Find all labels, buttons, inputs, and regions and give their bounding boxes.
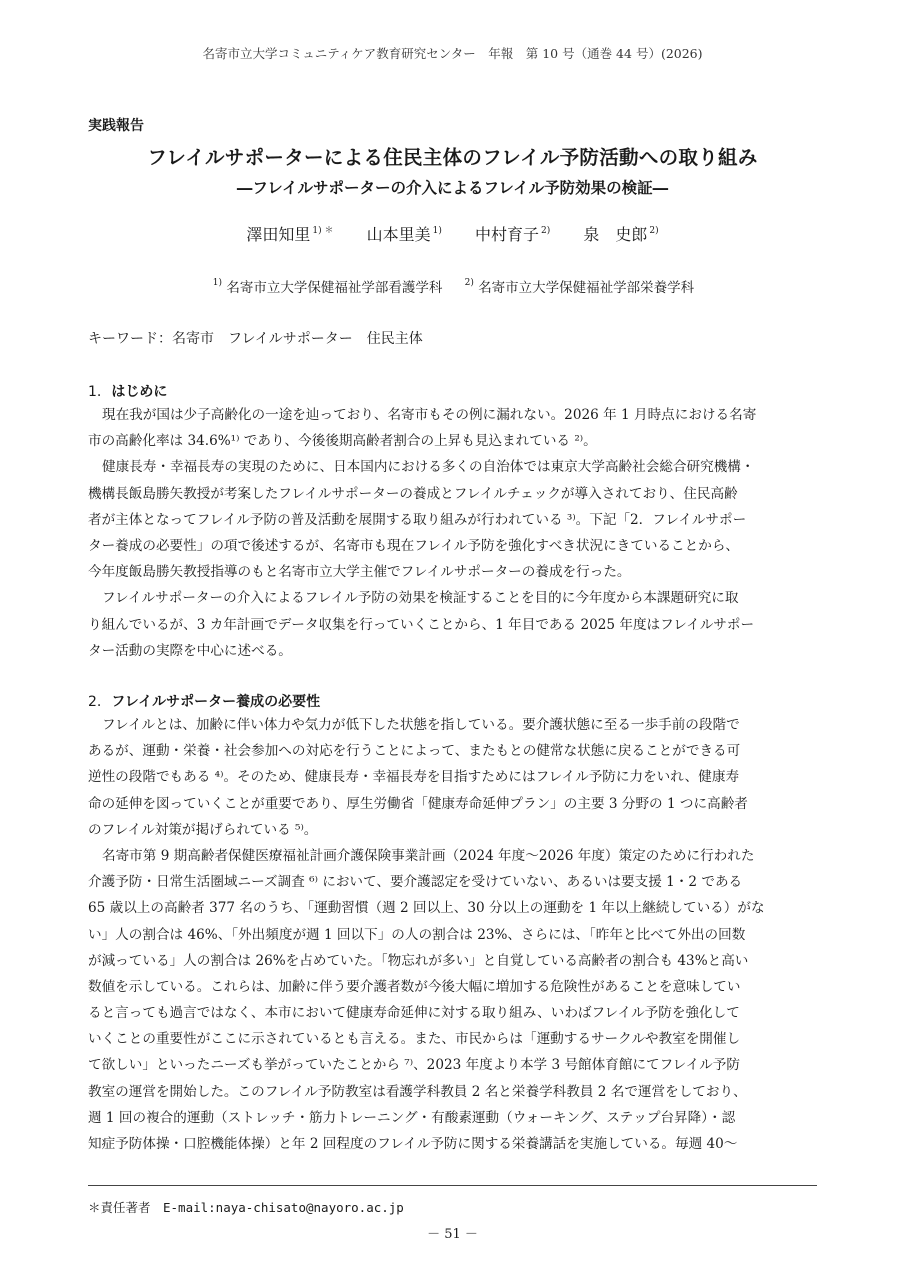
section-title: フレイルサポーター養成の必要性 [111,694,321,710]
text-line: 市の高齢化率は 34.6%¹⁾ であり、今後後期高齢者割合の上昇も見込まれている ²⁾。 [88,433,597,450]
text-line: 現在我が国は少子高齢化の一途を辿っており、名寄市もその例に漏れない。2026 年 1 月時点における名寄 [102,407,757,423]
section-number: 2. [88,694,102,710]
affiliation [211,280,443,296]
keywords [88,328,437,348]
author-list [0,222,905,245]
affiliation-list [0,276,905,296]
author [583,225,658,244]
author-affiliation-mark: 1) ＊ [312,226,334,236]
text-line: ると言っても過言ではなく、本市において健康寿命延伸に対する取り組み、いわばフレイル予防を強化して [88,1005,740,1022]
text-line: 逆性の段階でもある ⁴⁾。そのため、健康長寿・幸福長寿を目指すためにはフレイル予防に力をいれ、健康寿 [88,769,740,786]
keyword: フレイルサポーター [228,331,353,347]
author [367,225,442,244]
corresponding-author-footnote: ＊責任著者 E-mail:naya-chisato@nayoro.ac.jp [88,1200,404,1215]
text-line: あるが、運動・栄養・社会参加への対応を行うことによって、またもとの健常な状態に戻ることができる可 [88,743,741,760]
section-body [88,712,818,1157]
text-line: 今年度飯島勝矢教授指導のもと名寄市立大学主催でフレイルサポーターの養成を行った。 [88,564,631,581]
author-name: 山本里美 [366,225,431,244]
text-line: 65 歳以上の高齢者 377 名のうち、「運動習慣（週 2 回以上、30 分以上の運動を 1 年以上継続している）がな [88,900,765,917]
text-line: 健康長寿・幸福長寿の実現のために、日本国内における多くの自治体では東京大学高齢社会総合研究機構・ [102,459,755,476]
text-line: 週 1 回の複合的運動（ストレッチ・筋力トレーニング・有酸素運動（ウォーキング、ステップ台昇降）・認 [88,1109,736,1126]
keyword: 住民主体 [366,331,423,347]
text-line: 数値を示している。これらは、加齢に伴う要介護者数が今後大幅に増加する危険性があることを意味してい [88,978,741,995]
text-line: い」人の割合は 46%、「外出頻度が週 1 回以下」の人の割合は 23%、さらには、「昨年と比べて外出の回数 [88,926,746,943]
footnote-divider [88,1185,817,1186]
article-category: 実践報告 [88,118,144,134]
text-line: ター活動の実際を中心に述べる。 [88,642,292,659]
author-name: 中村育子 [474,225,539,244]
text-line: フレイルとは、加齢に伴い体力や気力が低下した状態を指している。要介護状態に至る一歩手前の段階で [102,717,740,733]
text-line: ター養成の必要性」の項で後述するが、名寄市も現在フレイル予防を強化すべき状況にきていることから、 [88,537,740,554]
text-line: のフレイル対策が掲げられている ⁵⁾。 [88,821,318,838]
keywords-label: キーワード： [88,331,172,347]
affiliation-mark: 2) [464,278,474,288]
article-subtitle: ―フレイルサポーターの介入によるフレイル予防効果の検証― [236,179,669,197]
section-heading [88,691,320,711]
page-number: － 51 － [427,1227,478,1242]
text-line: 知症予防体操・口腔機能体操）と年 2 回程度のフレイル予防に関する栄養講話を実施している。毎週 40～ [88,1136,738,1152]
affiliation [463,280,695,296]
keyword: 名寄市 [172,331,214,347]
section-body [88,402,818,664]
affiliation-mark: 1) [212,278,223,288]
running-header: 名寄市立大学コミュニティケア教育研究センター 年報 第 10 号（通巻 44 号）(2026) [202,46,703,61]
affiliation-text: 名寄市立大学保健福祉学部栄養学科 [478,280,695,296]
text-line: 機構長飯島勝矢教授が考案したフレイルサポーターの養成とフレイルチェックが導入されており、住民高齢 [88,485,738,502]
text-line: 者が主体となってフレイル予防の普及活動を展開する取り組みが行われている ³⁾。下記「2．フレイルサポー [88,511,747,528]
author-affiliation-mark: 1) [432,226,442,236]
text-line: 名寄市第 9 期高齢者保健医療福祉計画介護保険事業計画（2024 年度～2026 年度）策定のために行われた [102,847,755,864]
text-line: 命の延伸を図っていくことが重要であり、厚生労働省「健康寿命延伸プラン」の主要 3 分野の 1 つに高齢者 [88,795,748,812]
affiliation-text: 名寄市立大学保健福祉学部看護学科 [226,280,443,296]
article-title: フレイルサポーターによる住民主体のフレイル予防活動への取り組み [147,146,758,169]
author [246,225,333,244]
author-name: 澤田知里 [246,225,311,244]
section-heading [88,381,167,401]
section-title: はじめに [111,384,168,400]
author-affiliation-mark: 2) [649,226,659,236]
text-line: て欲しい」といったニーズも挙がっていたことから ⁷⁾、2023 年度より本学 3 号館体育館にてフレイル予防 [88,1057,740,1074]
text-line: フレイルサポーターの介入によるフレイル予防の効果を検証することを目的に今年度から本課題研究に取 [102,590,739,607]
author-affiliation-mark: 2) [540,226,551,236]
author [475,225,550,244]
section-number: 1. [88,384,102,400]
text-line: 介護予防・日常生活圏域ニーズ調査 ⁶⁾ において、要介護認定を受けていない、あるいは要支援 1・2 である [88,874,743,891]
text-line: が減っている」人の割合は 26%を占めていた。「物忘れが多い」と自覚している高齢者の割合も 43%と高い [88,952,749,969]
text-line: り組んでいるが、3 カ年計画でデータ収集を行っていくことから、1 年目である 2025 年度はフレイルサポー [88,616,755,633]
author-name: 泉 史郎 [583,225,648,244]
text-line: 教室の運営を開始した。このフレイル予防教室は看護学科教員 2 名と栄養学科教員 2 名で運営をしており、 [88,1083,747,1100]
text-line: いくことの重要性がここに示されているとも言える。また、市民からは「運動するサークルや教室を開催し [88,1031,741,1048]
